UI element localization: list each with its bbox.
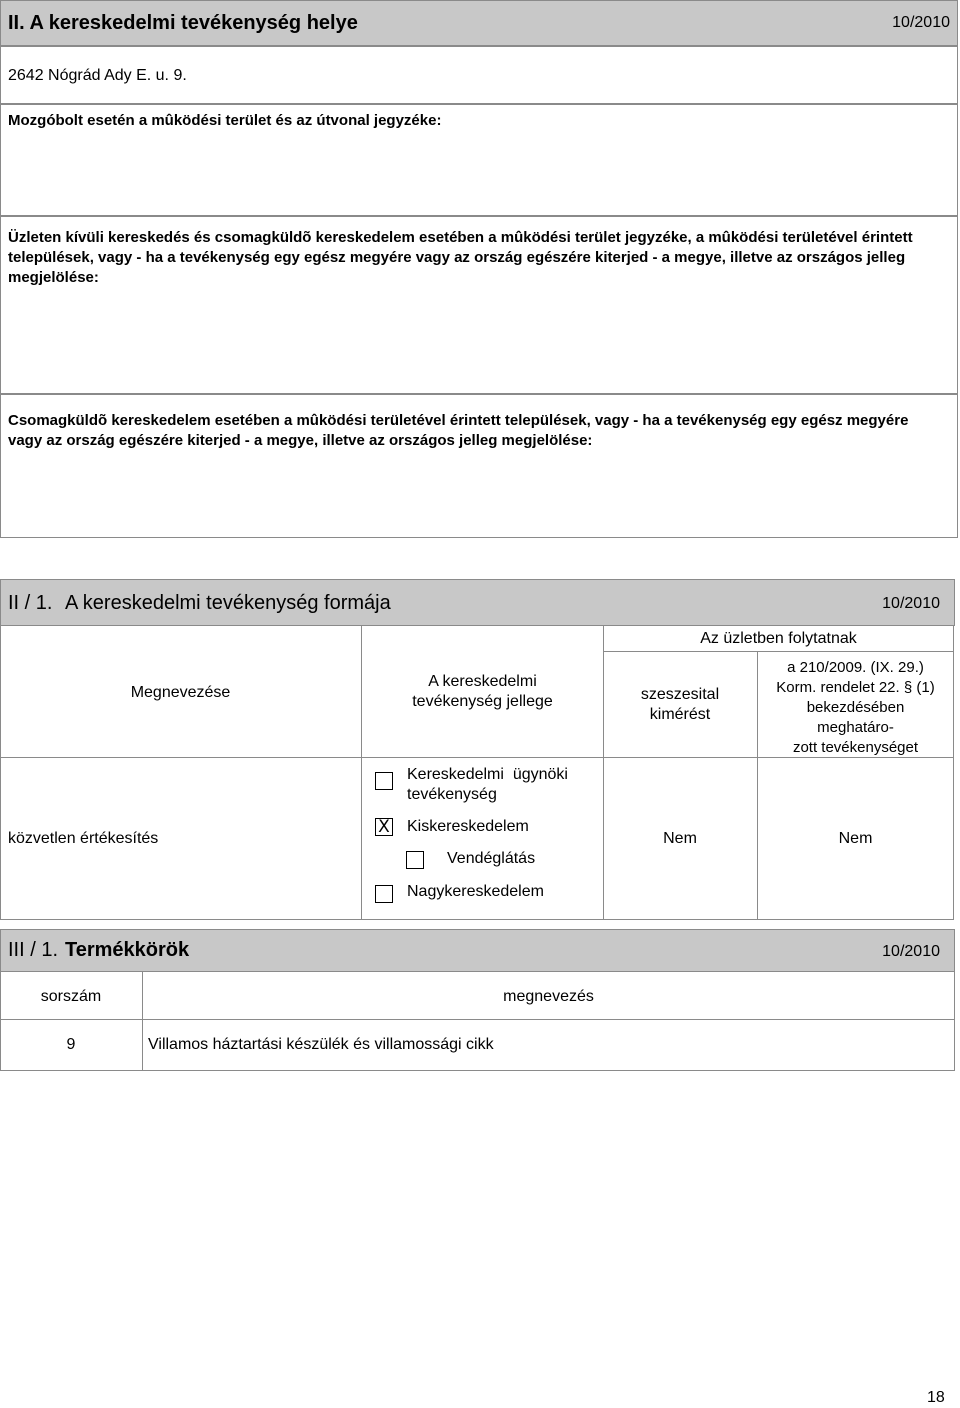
table-row-product: Villamos háztartási készülék és villamossági cikk [148, 1036, 494, 1053]
decree-line: meghatáro- [817, 719, 894, 736]
decree-section-ref: § (1) [903, 679, 935, 696]
decree-line: a 210/2009. (IX. 29.) [787, 659, 924, 676]
checkbox-retail[interactable]: X [375, 818, 393, 836]
section-2-1-date: 10/2010 [882, 595, 940, 612]
decree-line: zott tevékenységet [792, 739, 919, 756]
decree-line-text: Korm. rendelet 22. [776, 679, 900, 696]
section-2-1-number: II / 1. [8, 592, 53, 614]
option-label-line: Kereskedelmi ügynöki [407, 766, 568, 783]
checkbox-wholesale[interactable] [375, 885, 393, 903]
col-header-num: sorszám [40, 988, 102, 1005]
checkbox-catering[interactable] [406, 851, 424, 869]
col-header-decree [757, 658, 954, 758]
decree-line [757, 678, 954, 698]
option-catering-label: Vendéglátás [447, 850, 536, 867]
option-label-line: tevékenység [407, 786, 497, 803]
col-header-nature: A kereskedelmi tevékenység jellege [412, 673, 553, 710]
table-divider [603, 651, 954, 652]
mobile-route-label: Mozgóbolt esetén a mûködési terület és az útvonal jegyzéke: [8, 112, 442, 129]
col-header-shop-group: Az üzletben folytatnak [700, 630, 857, 647]
section-3-1-title: Termékkörök [65, 939, 190, 961]
row-name: közvetlen értékesítés [8, 830, 159, 847]
section-3-1-number: III / 1. [8, 939, 59, 961]
address-value: 2642 Nógrád Ady E. u. 9. [8, 67, 187, 84]
table-divider [0, 1019, 955, 1020]
checkbox-agent[interactable] [375, 772, 393, 790]
alcohol-value: Nem [663, 830, 697, 847]
section-2-title: II. A kereskedelmi tevékenység helye [8, 12, 358, 34]
decree-line: bekezdésében [806, 699, 905, 716]
section-3-1-date: 10/2010 [882, 943, 940, 960]
table-divider [361, 626, 362, 920]
table-divider [603, 626, 604, 920]
decree-value: Nem [838, 830, 873, 847]
offsite-area-label: Üzleten kívüli kereskedés és csomagküldõ kereskedelem esetében a mûködési terület jegyzéke, a mûködési területével érintett települések, vagy - ha a tevékenység egy egész megyére vagy az ország egészére kiterjed - a megye, illetve az országos jelleg megjelölése: [8, 229, 913, 286]
page-number: 18 [927, 1389, 945, 1406]
table-row-num: 9 [66, 1036, 76, 1053]
section-2-1-title: A kereskedelmi tevékenység formája [65, 592, 391, 614]
section-2-date: 10/2010 [892, 14, 950, 31]
mailorder-area-label: Csomagküldõ kereskedelem esetében a mûködési területével érintett települések, vagy - ha a tevékenység egy egész megyére vagy az ország egészére kiterjed - a megye, illetve az országos jelleg megjelölése: [8, 412, 909, 449]
col-header-alcohol: szeszesital kimérést [640, 686, 720, 723]
col-header-name: Megnevezése [130, 684, 231, 701]
option-wholesale-label: Nagykereskedelem [407, 883, 544, 900]
col-header-product: megnevezés [503, 988, 594, 1005]
option-retail-label: Kiskereskedelem [407, 818, 529, 835]
option-agent-label [407, 765, 568, 805]
